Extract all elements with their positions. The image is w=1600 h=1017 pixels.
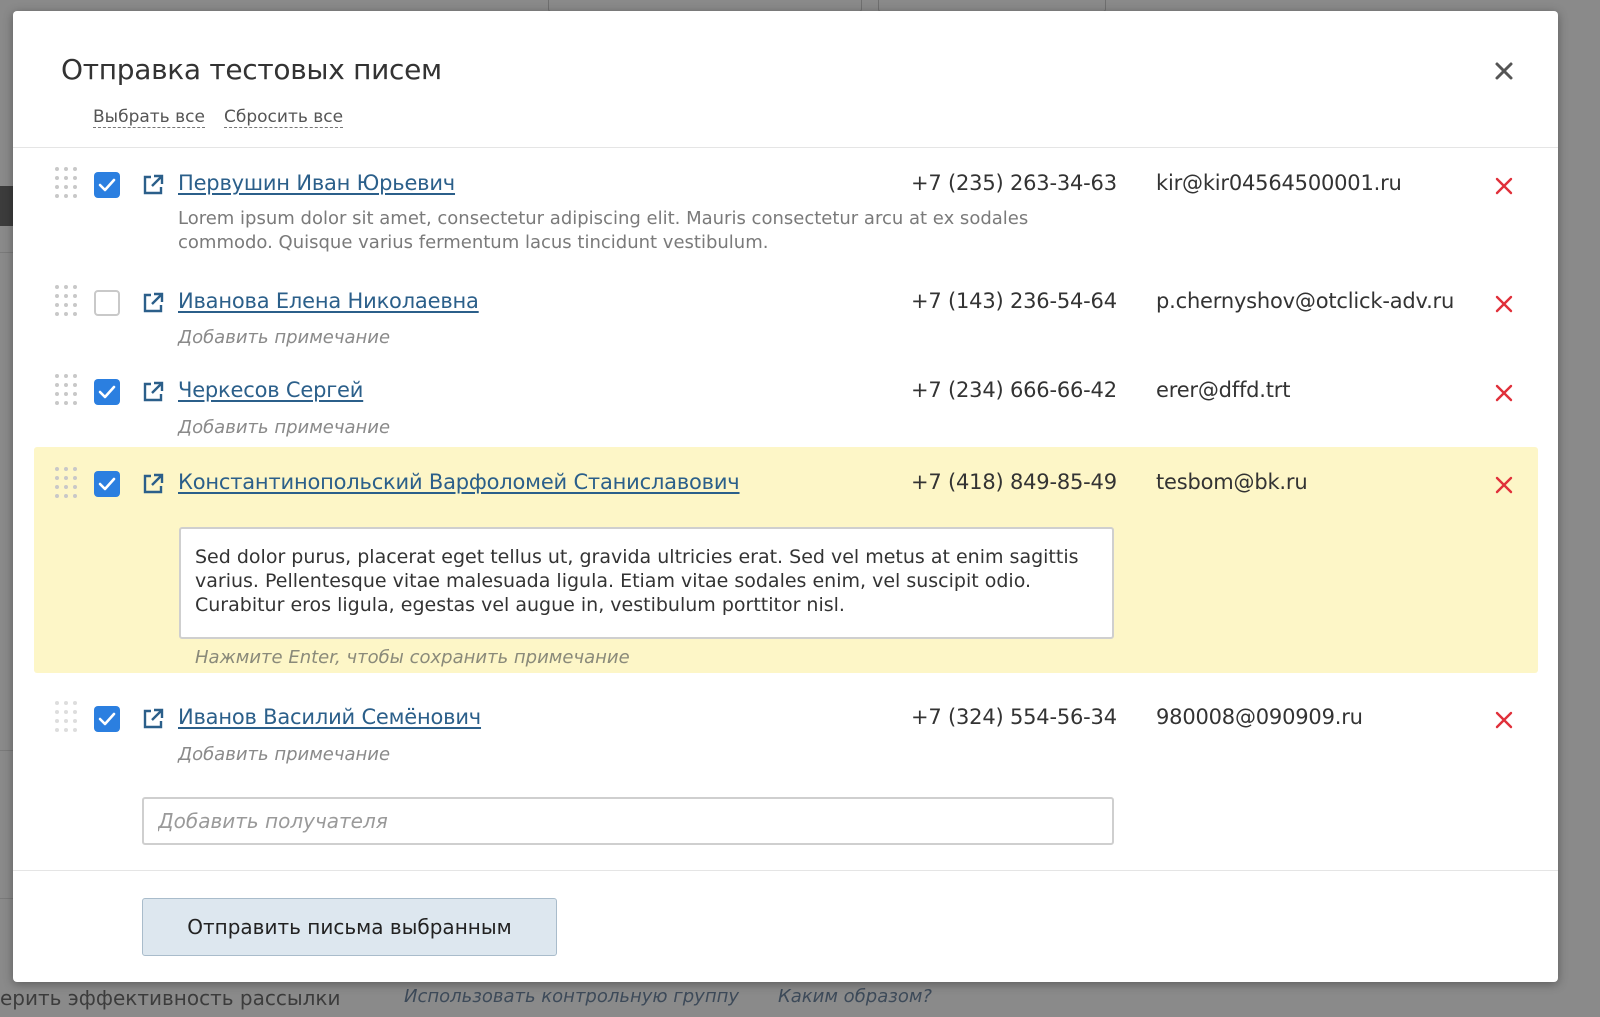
delete-icon — [1494, 475, 1514, 495]
external-link-icon[interactable] — [140, 290, 166, 316]
dialog-title: Отправка тестовых писем — [61, 53, 442, 86]
save-note-hint: Нажмите Enter, чтобы сохранить примечание — [195, 647, 630, 668]
recipient-name-link[interactable]: Иванова Елена Николаевна — [178, 289, 479, 313]
background-divider — [0, 252, 14, 253]
recipient-phone: +7 (324) 554-56-34 — [911, 705, 1117, 729]
recipient-row — [13, 368, 1558, 448]
recipient-name-link[interactable]: Константинопольский Варфоломей Станиславович — [178, 470, 740, 494]
background-footer-text: ерить эффективность рассылки — [0, 986, 341, 1010]
recipient-phone: +7 (235) 263-34-63 — [911, 171, 1117, 195]
background-divider — [0, 750, 14, 751]
recipient-email: tesbom@bk.ru — [1156, 470, 1308, 494]
recipient-checkbox[interactable] — [94, 706, 120, 732]
recipient-row — [13, 279, 1558, 359]
delete-recipient-button[interactable] — [1494, 475, 1514, 495]
checkmark-icon — [94, 172, 120, 198]
recipient-email: p.chernyshov@otclick-adv.ru — [1156, 289, 1455, 313]
select-all-link[interactable]: Выбрать все — [93, 107, 205, 127]
add-note-link[interactable]: Добавить примечание — [178, 744, 391, 765]
external-link-icon[interactable] — [140, 172, 166, 198]
recipient-email: kir@kir04564500001.ru — [1156, 171, 1402, 195]
send-to-selected-button[interactable]: Отправить письма выбранным — [142, 898, 557, 956]
drag-handle-icon[interactable] — [53, 283, 79, 321]
recipient-phone: +7 (418) 849-85-49 — [911, 470, 1117, 494]
recipient-phone: +7 (234) 666-66-42 — [911, 378, 1117, 402]
background-block — [0, 186, 14, 226]
drag-handle-icon[interactable] — [53, 165, 79, 203]
drag-handle-icon[interactable] — [53, 372, 79, 410]
note-textarea[interactable] — [179, 527, 1114, 639]
checkmark-icon — [94, 379, 120, 405]
checkmark-icon — [94, 706, 120, 732]
footer-divider — [13, 870, 1558, 871]
external-link-icon[interactable] — [140, 706, 166, 732]
external-link-icon[interactable] — [140, 471, 166, 497]
checkmark-icon — [94, 471, 120, 497]
delete-icon — [1494, 294, 1514, 314]
recipient-checkbox[interactable] — [94, 471, 120, 497]
recipient-note[interactable]: Lorem ipsum dolor sit amet, consectetur adipiscing elit. Mauris consectetur arcu at ex sodales commodo. Quisque varius fermentum lacus tincidunt vestibulum. — [178, 208, 1029, 253]
recipient-name-link[interactable]: Черкесов Сергей — [178, 378, 364, 402]
recipient-row — [13, 695, 1558, 775]
header-divider — [13, 147, 1558, 148]
recipient-name-link[interactable]: Первушин Иван Юрьевич — [178, 171, 456, 195]
add-recipient-input[interactable] — [142, 797, 1114, 845]
recipient-checkbox[interactable] — [94, 290, 120, 316]
drag-handle-icon[interactable] — [53, 465, 79, 503]
background-footer-link: Использовать контрольную группу — [404, 986, 740, 1007]
close-button[interactable] — [1490, 57, 1518, 85]
add-note-link[interactable]: Добавить примечание — [178, 417, 391, 438]
recipient-checkbox[interactable] — [94, 172, 120, 198]
recipient-name-link[interactable]: Иванов Василий Семёнович — [178, 705, 482, 729]
recipient-row-editing — [34, 447, 1538, 673]
external-link-icon[interactable] — [140, 379, 166, 405]
delete-recipient-button[interactable] — [1494, 294, 1514, 314]
recipient-email: 980008@090909.ru — [1156, 705, 1363, 729]
delete-recipient-button[interactable] — [1494, 176, 1514, 196]
delete-recipient-button[interactable] — [1494, 383, 1514, 403]
delete-icon — [1494, 176, 1514, 196]
close-icon — [1490, 57, 1518, 85]
recipient-email: erer@dffd.trt — [1156, 378, 1291, 402]
test-email-dialog — [13, 11, 1558, 982]
drag-handle-icon[interactable] — [53, 699, 79, 737]
delete-icon — [1494, 710, 1514, 730]
recipient-checkbox[interactable] — [94, 379, 120, 405]
reset-all-link[interactable]: Сбросить все — [224, 107, 344, 127]
background-footer-link: Каким образом? — [778, 986, 932, 1007]
recipient-phone: +7 (143) 236-54-64 — [911, 289, 1117, 313]
recipient-row — [13, 161, 1558, 271]
delete-icon — [1494, 383, 1514, 403]
background-divider — [0, 898, 14, 899]
delete-recipient-button[interactable] — [1494, 710, 1514, 730]
add-note-link[interactable]: Добавить примечание — [178, 327, 391, 348]
